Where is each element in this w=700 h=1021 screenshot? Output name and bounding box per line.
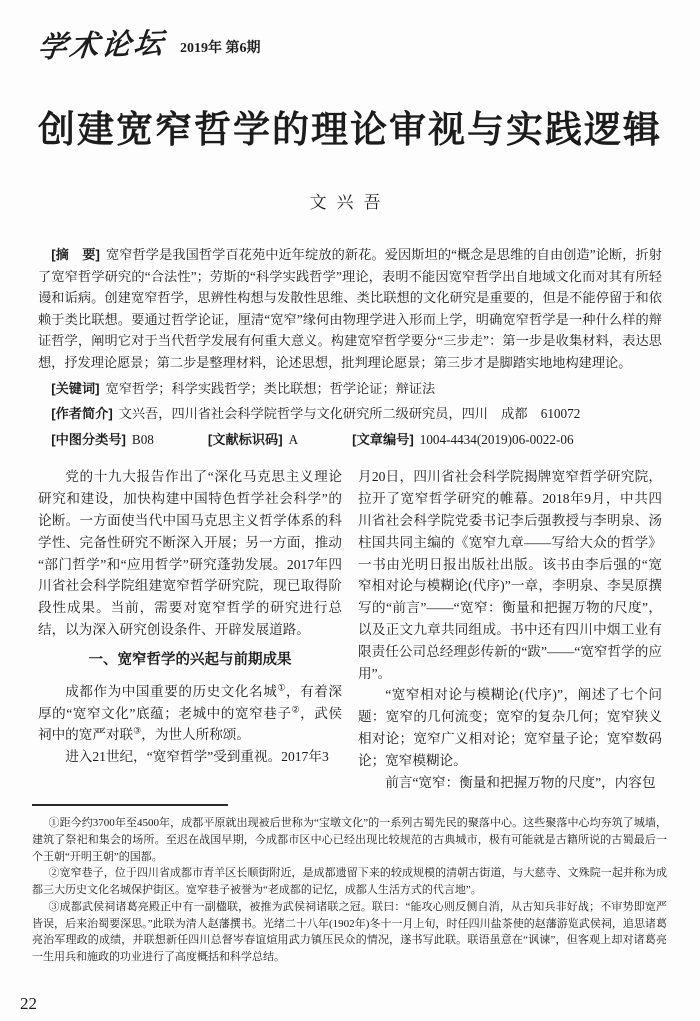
article-meta [38, 244, 662, 450]
journal-logo: 学术论坛 [36, 25, 168, 64]
document-code-label: [文献标识码] [207, 431, 283, 447]
paragraph: “宽窄相对论与模糊论(代序)”，阐述了七个问题：宽窄的几何流变；宽窄的复杂几何；宽窄狭义相对论；宽窄广义相对论；宽窄量子论；宽窄数码论；宽窄模糊论。 [358, 687, 662, 768]
document-code [208, 429, 298, 451]
footnote-marker: ② [48, 867, 60, 880]
abstract [38, 244, 662, 374]
document-code-value: A [288, 431, 299, 447]
right-column [358, 466, 662, 796]
author-bio [38, 403, 662, 425]
keywords-text: 宽窄哲学；科学实践哲学；类比联想；哲学论证；辩证法 [105, 380, 436, 396]
footnote-item [32, 899, 667, 966]
left-column [38, 466, 342, 796]
abstract-text: 宽窄哲学是我国哲学百花苑中近年绽放的新花。爱因斯坦的“概念是思维的自由创造”论断，折射了宽窄哲学研究的“合法性”；劳斯的“科学实践哲学”理论，表明不能因宽窄哲学出自地域文化而对其有所轻谩和诟病。创建宽窄哲学，思辨性构想与发散性思维、类比联想的文化研究是重要的，但是不能停留于和依赖于类比联想。要通过哲学论证，厘清“宽窄”缘何由物理学进入形而上学，明确宽窄哲学是一种什么样的辩证哲学，阐明它对于当代哲学发展有何重大意义。构建宽窄哲学要分“三步走”：第一步是收集材料，表达思想，抒发理论愿景；第二步是整理材料，论述思想，批判理论愿景；第三步才是脚踏实地地构建理论。 [38, 247, 662, 370]
footnote-ref-2: ② [291, 703, 301, 714]
footnote-item [32, 815, 667, 865]
clc-number [51, 429, 154, 451]
issue-info: 2019年 第6期 [180, 41, 261, 56]
journal-header [36, 25, 662, 64]
abstract-label: [摘 要] [51, 247, 100, 262]
footnote-text: 宽窄巷子，位于四川省成都市青羊区长顺街附近，是成都遗留下来的较成规模的清朝古街道，与大慈寺、文殊院一起并称为成都三大历史文化名城保护街区。宽窄巷子被誉为“老成都的记忆，成都人生活方式的代言地”。 [32, 867, 667, 897]
footnote-divider [32, 804, 228, 806]
clc-label: [中图分类号] [51, 431, 126, 447]
article-number-label: [文章编号] [352, 431, 414, 447]
body-columns [38, 466, 662, 796]
page-number: 22 [20, 994, 37, 1013]
footnote-text: 成都武侯祠诸葛亮殿正中有一副楹联，被推为武侯祠诸联之冠。联曰：“能攻心则反侧自消，从古知兵非好战；不审势即宽严皆误，后来治蜀要深思。”此联为清人赵藩撰书。光绪二十八年(1902年)冬十一月上旬，时任四川盐茶使的赵藩游览武侯祠，追思诸葛亮治军理政的成绩，并联想新任四川总督岑春谊煊用武力镇压民众的情况，遂书写此联。联语虽意在“讽谏”，但客观上却对诸葛亮一生用兵和施政的功业进行了高度概括和科学总结。 [32, 900, 668, 963]
paragraph: 进入21世纪，“宽窄哲学”受到重视。2017年3 [65, 749, 329, 765]
paragraph: 前言“宽窄：衡量和把握万物的尺度”，内容包 [385, 774, 656, 790]
article-title: 创建宽窄哲学的理论审视与实践逻辑 [38, 109, 662, 150]
keywords-label: [关键词] [51, 380, 100, 396]
footnotes [32, 815, 667, 965]
paragraph-text: ，为世人所称颂。 [141, 727, 250, 743]
article-number-value: 1004-4434(2019)06-0022-06 [419, 431, 574, 447]
clc-value: B08 [131, 431, 154, 447]
footnote-text: 距今约3700年至4500年，成都平原就出现被后世称为“宝墩文化”的一系列古蜀先民的聚落中心。这些聚落中心均夯筑了城墙，建筑了祭祀和集会的场所。至迟在战国早期，今成都市区中心已经出现比较规范的古典城市，极有可能就是古籍所说的古蜀最后一个王朝“开明王朝”的国都。 [32, 817, 668, 863]
footnote-marker: ③ [48, 900, 60, 913]
footnote-ref-1: ① [277, 682, 286, 693]
author-bio-label: [作者简介] [51, 406, 113, 422]
paragraph-text: ，有着深厚的“宽窄文化”底蕴；老城中的宽窄巷子 [38, 683, 343, 721]
author-bio-text: 文兴吾，四川省社会科学院哲学与文化研究所二级研究员，四川 成都 610072 [118, 406, 581, 422]
section-heading: 一、宽窄哲学的兴起与前期成果 [88, 651, 292, 668]
paragraph-text: 成都作为中国重要的历史文化名城 [65, 683, 278, 699]
article-number [352, 429, 573, 451]
footnote-item [32, 865, 667, 898]
footnote-marker: ① [48, 817, 60, 830]
classification-row [38, 429, 662, 451]
keywords [38, 378, 662, 400]
author-name: 文兴吾 [309, 193, 391, 212]
paragraph [38, 681, 342, 746]
paragraph-text: ，武侯祠中的宽严对联 [38, 705, 342, 743]
paragraph: 党的十九大报告作出了“深化马克思主义理论研究和建设，加快构建中国特色哲学社会科学”的论断。一方面使当代中国马克思主义哲学体系的科学性、完备性研究不断深入开展；另一方面，推动“部门哲学”和“应用哲学”研究蓬勃发展。2017年四川省社会科学院组建宽窄哲学研究院，现已取得阶段性成果。当前，需要对宽窄哲学的研究进行总结，以为深入研究创设条件、开辟发展道路。 [38, 469, 342, 637]
paragraph-continuation: 月20日，四川省社会科学院揭牌宽窄哲学研究院，拉开了宽窄哲学研究的帷幕。2018年9月，中共四川省社会科学院党委书记李后强教授与李明泉、汤柱国共同主编的《宽窄九章——写给大众的哲学》一书由光明日报出版社出版。该书由李后强的“宽窄相对论与模糊论(代序)”一章，李明泉、李昊原撰写的“前言”——“宽窄：衡量和把握万物的尺度”，以及正文九章共同组成。书中还有四川中烟工业有限责任公司总经理彭传新的“跋”——“宽窄哲学的应用”。 [358, 469, 662, 681]
footnote-ref-3: ③ [133, 725, 142, 736]
